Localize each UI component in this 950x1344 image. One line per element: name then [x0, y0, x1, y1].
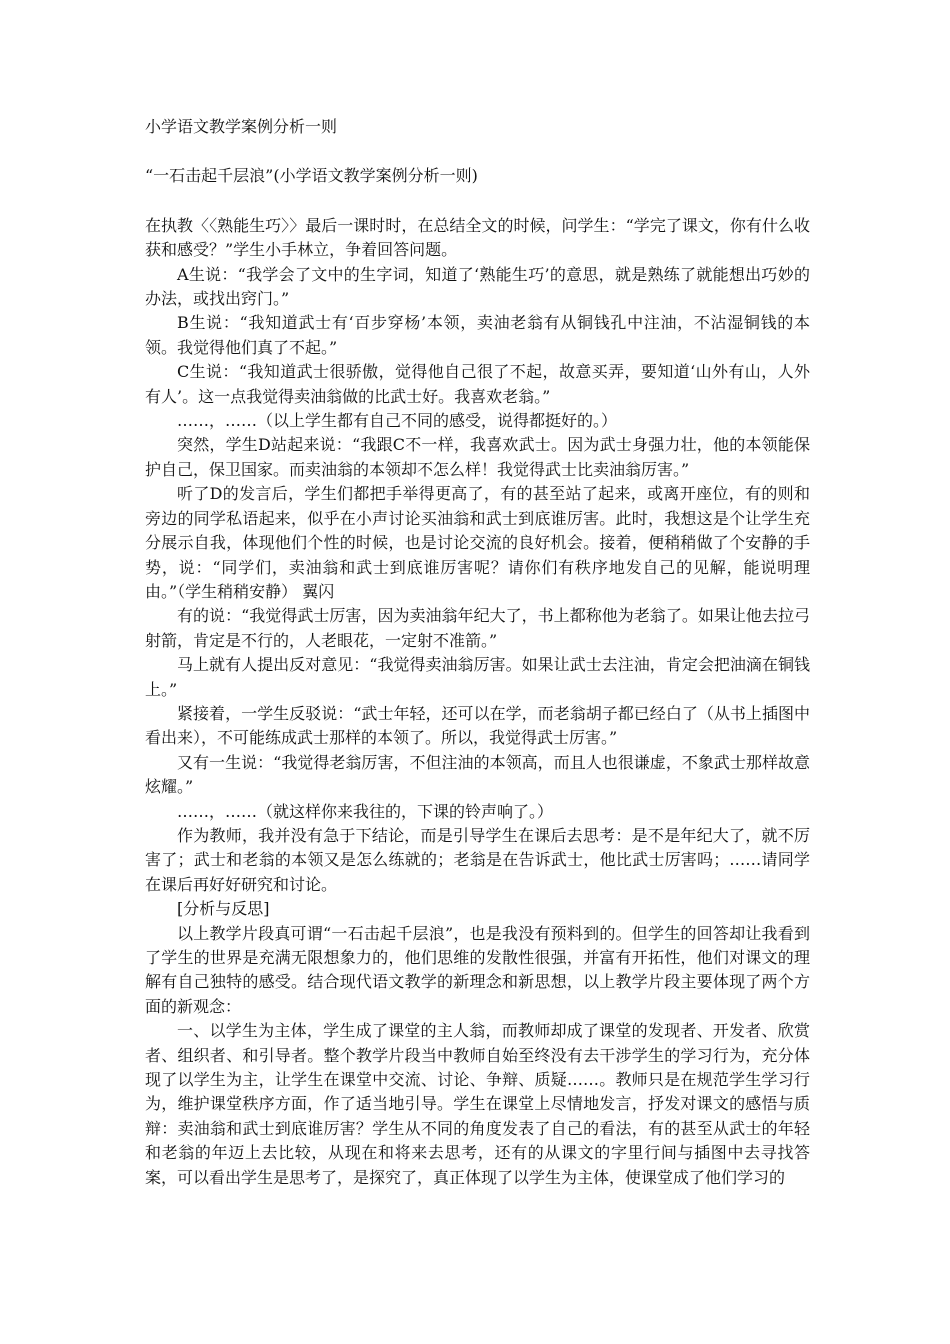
paragraph: ……，……（以上学生都有自己不同的感受，说得都挺好的。）	[177, 411, 618, 431]
paragraph-intro: 在执教〈〈熟能生巧〉〉最后一课时时，在总结全文的时候，问学生：“学完了课文，你有什么收获和感受？”学生小手林立，争着回答问题。	[145, 215, 810, 260]
document-subtitle: “一石击起千层浪”(小学语文教学案例分析一则)	[145, 166, 478, 186]
paragraph: 马上就有人提出反对意见：“我觉得卖油翁厉害。如果让武士去注油，肯定会把油滴在铜钱上。”	[145, 655, 810, 699]
paragraph: 有的说：“我觉得武士厉害，因为卖油翁年纪大了，书上都称他为老翁了。如果让他去拉弓射箭，肯定是不行的，人老眼花，一定射不准箭。”	[145, 606, 810, 650]
document-title: 小学语文教学案例分析一则	[145, 117, 338, 136]
paragraph: A生说：“我学会了文中的生字词，知道了‘熟能生巧’的意思，就是熟练了就能想出巧妙的办法，或找出窍门。”	[145, 264, 810, 309]
paragraph: ……，……（就这样你来我往的，下课的铃声响了。）	[177, 801, 554, 821]
paragraph: 以上教学片段真可谓“一石击起千层浪”，也是我没有预料到的。但学生的回答却让我看到了学生的世界是充满无限想象力的，他们思维的发散性很强，并富有开拓性，他们对课文的理解有自己独特的感受。结合现代语文教学的新理念和新思想，以上教学片段主要体现了两个方面的新观念：	[145, 923, 810, 1016]
paragraph: 又有一生说：“我觉得老翁厉害，不但注油的本领高，而且人也很谦虚，不象武士那样故意炫耀。”	[145, 752, 810, 797]
paragraph: 突然，学生D站起来说：“我跟C不一样，我喜欢武士。因为武士身强力壮，他的本领能保护自己，保卫国家。而卖油翁的本领却不怎么样！我觉得武士比卖油翁厉害。”	[145, 435, 810, 479]
paragraph: 一、以学生为主体，学生成了课堂的主人翁，而教师却成了课堂的发现者、开发者、欣赏者、组织者、和引导者。整个教学片段当中教师自始至终没有去干涉学生的学习行为，充分体现了以学生为主，让学生在课堂中交流、讨论、争辩、质疑……。教师只是在规范学生学习行为，维护课堂秩序方面，作了适当地引导。学生在课堂上尽情地发言，抒发对课文的感悟与质辩：卖油翁和武士到底谁厉害？学生从不同的角度发表了自己的看法，有的甚至从武士的年轻和老翁的年迈上去比较，从现在和将来去思考，还有的从课文的字里行间与插图中去寻找答案，可以看出学生是思考了，是探究了，真正体现了以学生为主体，使课堂成了他们学习的	[145, 1021, 810, 1187]
document-page	[145, 115, 810, 1190]
paragraph: 听了D的发言后，学生们都把手举得更高了，有的甚至站了起来，或离开座位，有的则和旁边的同学私语起来，似乎在小声讨论买油翁和武士到底谁厉害。此时，我想这是个让学生充分展示自我，体现他们个性的时候，也是讨论交流的良好机会。接着，便稍稍做了个安静的手势，说：“同学们，卖油翁和武士到底谁厉害呢？请你们有秩序地发自己的见解，能说明理由。”（学生稍稍安静） 翼闪	[145, 484, 810, 601]
paragraph: 紧接着，一学生反驳说：“武士年轻，还可以在学，而老翁胡子都已经白了（从书上插图中看出来），不可能练成武士那样的本领了。所以，我觉得武士厉害。”	[145, 703, 810, 748]
paragraph: C生说：“我知道武士很骄傲，觉得他自己很了不起，故意买弄，要知道‘山外有山，人外有人’。这一点我觉得卖油翁做的比武士好。我喜欢老翁。”	[145, 362, 810, 406]
paragraph: 作为教师，我并没有急于下结论，而是引导学生在课后去思考：是不是年纪大了，就不厉害了；武士和老翁的本领又是怎么练就的；老翁是在告诉武士，他比武士厉害吗；……请同学在课后再好好研究和讨论。	[145, 825, 810, 894]
paragraph: B生说：“我知道武士有‘百步穿杨’本领，卖油老翁有从铜钱孔中注油，不沾湿铜钱的本领。我觉得他们真了不起。”	[145, 313, 810, 357]
section-heading: [分析与反思]	[177, 899, 270, 919]
